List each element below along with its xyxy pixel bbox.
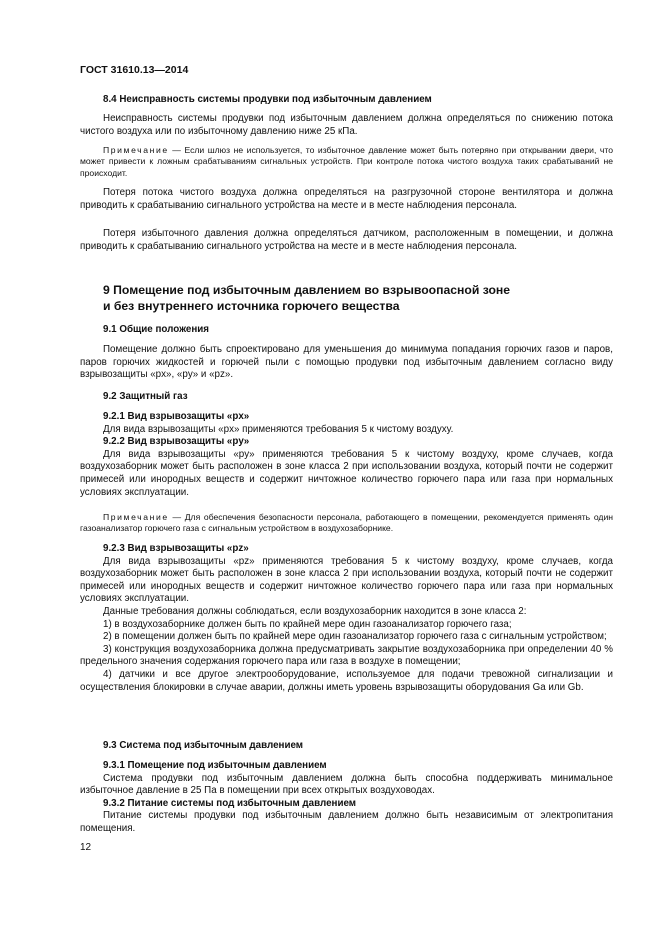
note-label: Примечание (103, 145, 169, 155)
list-item: 4) датчики и все другое электрооборудование, используемое для подачи тревожной сигнализации и осуществления блокировки в случае аварии, должны иметь уровень взрывозащиты оборудования Ga или Gb. (80, 668, 613, 693)
section-9-3-1-title: 9.3.1 Помещение под избыточным давлением (103, 760, 327, 771)
section-9-2 (80, 391, 613, 404)
section-9-2-3 (80, 543, 613, 694)
section-9-1-title: 9.1 Общие положения (103, 324, 210, 335)
section-9-2-3-title: 9.2.3 Вид взрывозащиты «pz» (103, 543, 249, 554)
page-header: ГОСТ 31610.13—2014 (80, 64, 189, 76)
section-9-3 (80, 740, 613, 753)
section-9-2-1 (80, 411, 613, 499)
note-block (80, 145, 613, 179)
section-9-3-1 (80, 760, 613, 836)
section-9-1-body (80, 344, 613, 382)
section-8-4-body-3 (80, 228, 613, 253)
section-8-4-title: 8.4 Неисправность системы продувки под избыточным давлением (103, 94, 432, 105)
list-item: 2) в помещении должен быть по крайней мере один газоанализатор горючего газа с сигнальным устройством; (103, 631, 607, 643)
paragraph: Неисправность системы продувки под избыточным давлением должна определяться по снижению потока чистого воздуха или по избыточному давлению ниже 25 кПа. (80, 113, 613, 137)
paragraph: Для вида взрывозащиты «pz» применяются требования 5 к чистому воздуху, кроме случаев, когда воздухозаборник может быть расположен в зоне класса 2 при использовании воздуха, который почти не содержит примесей или инородных веществ и содержит ничтожное количество горючего пара или газа при нормальных условиях эксплуатации. (80, 555, 613, 605)
section-9-2-title: 9.2 Защитный газ (103, 391, 188, 402)
section-8-4 (80, 94, 613, 107)
note-body: — Для обеспечения безопасности персонала, работающего в помещении, рекомендуется применять один газоанализатор горючего газа с сигнальным устройством в воздухозаборнике. (80, 512, 613, 534)
paragraph: Данные требования должны соблюдаться, если воздухозаборник находится в зоне класса 2: (103, 605, 527, 617)
section-9-title-line1: 9 Помещение под избыточным давлением во взрывоопасной зоне (103, 283, 511, 297)
note-label: Примечание (103, 512, 169, 522)
section-9-heading (80, 282, 613, 314)
paragraph: Помещение должно быть спроектировано для уменьшения до минимума попадания горючих газов и паров, паров горючих жидкостей и горючей пыли с помощью продувки под избыточным давлением согласно виду взрывозащиты «px», «py» и «pz». (80, 344, 613, 381)
page-number: 12 (80, 842, 92, 853)
section-9-2-2-title: 9.2.2 Вид взрывозащиты «py» (103, 436, 250, 448)
list-item: 1) в воздухозаборнике должен быть по крайней мере один газоанализатор горючего газа; (103, 618, 512, 630)
note-block-2 (80, 512, 613, 535)
section-9-3-2-title: 9.3.2 Питание системы под избыточным давлением (103, 797, 357, 809)
note-text (80, 512, 613, 535)
list-item: 3) конструкция воздухозаборника должна предусматривать закрытие воздухозаборника при определении 40 % предельного значения содержания горючего пара или газа в воздухе в помещении; (80, 643, 613, 668)
section-9-title-line2: и без внутреннего источника горючего вещества (103, 299, 400, 313)
section-8-4-body (80, 113, 613, 138)
note-body: — Если шлюз не используется, то избыточное давление может быть потеряно при открывании двери, что может привести к ложным срабатываниям сигнальных устройств. При контроле потока чистого воздуха таких срабатываний не происходит. (80, 145, 613, 178)
section-9-1 (80, 324, 613, 337)
section-8-4-body-2 (80, 187, 613, 212)
paragraph: Для вида взрывозащиты «px» применяются требования 5 к чистому воздуху. (103, 423, 454, 435)
paragraph: Питание системы продувки под избыточным давлением должно быть независимым от электропитания помещения. (80, 810, 613, 834)
paragraph: Для вида взрывозащиты «py» применяются требования 5 к чистому воздуху, кроме случаев, когда воздухозаборник может быть расположен в зоне класса 2 при использовании воздуха, который почти не содержит примесей или инородных веществ и содержит ничтожное количество горючего пара или газа при нормальных условиях эксплуатации. (80, 448, 613, 498)
paragraph: Потеря потока чистого воздуха должна определяться на разгрузочной стороне вентилятора и должна приводить к срабатыванию сигнального устройства на месте и в месте наблюдения персонала. (80, 187, 613, 211)
section-9-3-title: 9.3 Система под избыточным давлением (103, 740, 304, 751)
paragraph: Система продувки под избыточным давлением должна быть способна поддерживать минимальное избыточное давление в 25 Па в помещении при всех открытых воздуховодах. (80, 772, 613, 797)
paragraph: Потеря избыточного давления должна определяться датчиком, расположенным в помещении, и должна приводить к срабатыванию сигнального устройства на месте и в месте наблюдения персонала. (80, 228, 613, 252)
section-9-2-1-title: 9.2.1 Вид взрывозащиты «px» (103, 411, 250, 422)
note-text (80, 145, 613, 179)
